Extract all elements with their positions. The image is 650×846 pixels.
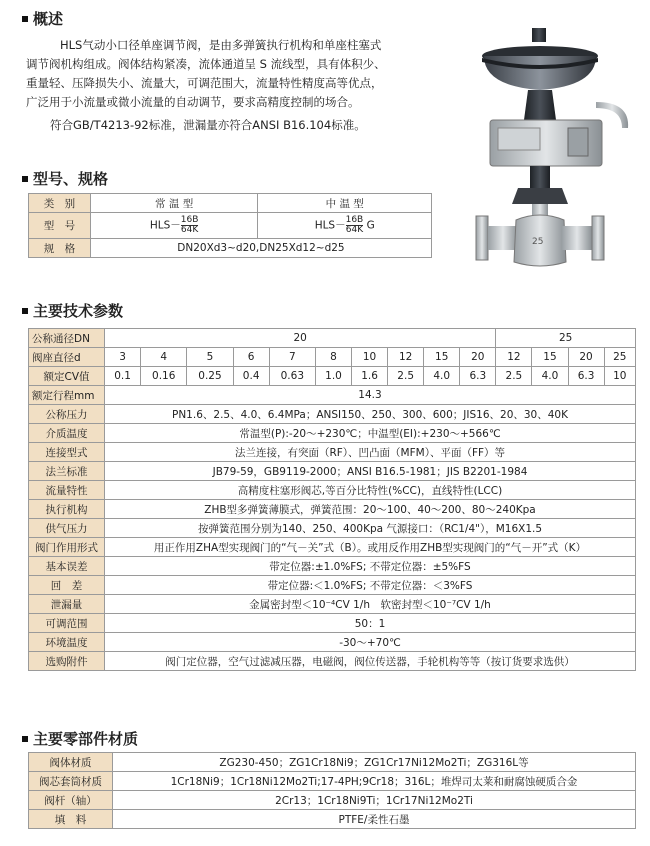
table-row bbox=[29, 443, 636, 462]
seat-diameter-cell: 6 bbox=[233, 348, 269, 367]
label-cell: 流量特性 bbox=[29, 481, 105, 500]
value-cell: 中 温 型 bbox=[258, 194, 432, 213]
cv-value-cell: 4.0 bbox=[532, 367, 568, 386]
label-cell: 阀芯套筒材质 bbox=[29, 772, 113, 791]
seat-diameter-cell: 8 bbox=[315, 348, 351, 367]
fraction-bottom: 64K bbox=[345, 225, 364, 235]
fraction-bottom: 64K bbox=[180, 225, 199, 235]
table-row bbox=[29, 519, 636, 538]
seat-diameter-cell: 15 bbox=[532, 348, 568, 367]
label-cell: 阀体材质 bbox=[29, 753, 113, 772]
label-cell: 可调范围 bbox=[29, 614, 105, 633]
seat-diameter-cell: 4 bbox=[141, 348, 187, 367]
label-cell: 类 别 bbox=[29, 194, 91, 213]
cv-value-cell: 0.4 bbox=[233, 367, 269, 386]
table-row bbox=[29, 791, 636, 810]
table-row bbox=[29, 595, 636, 614]
fraction-top: 16B bbox=[180, 215, 199, 225]
value-cell: DN20Xd3~d20,DN25Xd12~d25 bbox=[90, 239, 431, 258]
model-prefix: HLS－ bbox=[314, 219, 346, 232]
cv-value-cell: 1.0 bbox=[315, 367, 351, 386]
label-cell: 介质温度 bbox=[29, 424, 105, 443]
table-row bbox=[29, 633, 636, 652]
value-cell: 2Cr13；1Cr18Ni9Ti；1Cr17Ni12Mo2Ti bbox=[113, 791, 636, 810]
model-fraction bbox=[181, 216, 199, 235]
label-cell: 公称压力 bbox=[29, 405, 105, 424]
seat-diameter-cell: 20 bbox=[568, 348, 604, 367]
label-cell: 填 料 bbox=[29, 810, 113, 829]
label-cell: 执行机构 bbox=[29, 500, 105, 519]
table-row bbox=[29, 576, 636, 595]
model-title: 型号、规格 bbox=[22, 168, 108, 189]
overview-title: 概述 bbox=[22, 8, 63, 29]
table-row bbox=[29, 462, 636, 481]
table-row bbox=[29, 329, 636, 348]
table-row bbox=[29, 424, 636, 443]
dn-value: 25 bbox=[496, 329, 636, 348]
cv-value-cell: 0.25 bbox=[187, 367, 233, 386]
label-cell: 型 号 bbox=[29, 213, 91, 239]
value-cell: 阀门定位器，空气过滤减压器，电磁阀，阀位传送器，手轮机构等等（按订货要求选供） bbox=[105, 652, 636, 671]
svg-text:25: 25 bbox=[532, 237, 544, 247]
label-cell: 连接型式 bbox=[29, 443, 105, 462]
square-bullet-icon bbox=[22, 308, 28, 314]
value-cell: 常 温 型 bbox=[90, 194, 258, 213]
table-row bbox=[29, 239, 432, 258]
label-cell: 泄漏量 bbox=[29, 595, 105, 614]
overview-line: 广泛用于小流量或微小流量的自动调节，要求高精度控制的场合。 bbox=[26, 95, 360, 109]
table-row bbox=[29, 538, 636, 557]
cv-value-cell: 4.0 bbox=[424, 367, 460, 386]
square-bullet-icon bbox=[22, 736, 28, 742]
square-bullet-icon bbox=[22, 176, 28, 182]
value-cell: ZG230-450；ZG1Cr18Ni9；ZG1Cr17Ni12Mo2Ti；ZG316L等 bbox=[113, 753, 636, 772]
parts-table bbox=[28, 752, 636, 829]
value-cell: PN1.6、2.5、4.0、6.4MPa；ANSI150、250、300、600；JIS16、20、30、40K bbox=[105, 405, 636, 424]
label-cell: 选购附件 bbox=[29, 652, 105, 671]
table-row bbox=[29, 772, 636, 791]
model-table bbox=[28, 193, 432, 258]
seat-diameter-cell: 5 bbox=[187, 348, 233, 367]
overview-line: 调节阀机构组成。阀体结构紧凑，流体通道呈 S 流线型，具有体积少、 bbox=[26, 57, 386, 71]
table-row bbox=[29, 652, 636, 671]
value-cell: 用正作用ZHA型实现阀门的“气－关”式（B）。或用反作用ZHB型实现阀门的“气－开”式（K） bbox=[105, 538, 636, 557]
overview-line: 符合GB/T4213-92标准，泄漏量亦符合ANSI B16.104标准。 bbox=[50, 118, 366, 132]
label-cell: 法兰标准 bbox=[29, 462, 105, 481]
cv-value-cell: 10 bbox=[604, 367, 635, 386]
seat-diameter-cell: 15 bbox=[424, 348, 460, 367]
cv-value-cell: 1.6 bbox=[352, 367, 388, 386]
table-row bbox=[29, 500, 636, 519]
label-cell: 额定行程mm bbox=[29, 386, 105, 405]
label-cell: 供气压力 bbox=[29, 519, 105, 538]
value-cell: JB79-59，GB9119-2000；ANSI B16.5-1981；JIS B2201-1984 bbox=[105, 462, 636, 481]
value-cell: 金属密封型＜10⁻⁴CV 1/h 软密封型＜10⁻⁷CV 1/h bbox=[105, 595, 636, 614]
seat-diameter-cell: 10 bbox=[352, 348, 388, 367]
model-prefix: HLS－ bbox=[149, 219, 181, 232]
seat-diameter-cell: 3 bbox=[105, 348, 141, 367]
dn-value: 20 bbox=[105, 329, 496, 348]
value-cell: PTFE/柔性石墨 bbox=[113, 810, 636, 829]
parts-title: 主要零部件材质 bbox=[22, 728, 138, 749]
value-cell: 按弹簧范围分别为140、250、400Kpa 气源接口：（RC1/4"），M16X1.5 bbox=[105, 519, 636, 538]
label-cell: 环境温度 bbox=[29, 633, 105, 652]
value-cell: 带定位器:＜1.0%FS; 不带定位器：＜3%FS bbox=[105, 576, 636, 595]
cv-value-cell: 0.16 bbox=[141, 367, 187, 386]
value-cell: ZHB型多弹簧薄膜式，弹簧范围：20～100、40～200、80～240Kpa bbox=[105, 500, 636, 519]
label-cell: 阀杆（轴） bbox=[29, 791, 113, 810]
cv-value-cell: 2.5 bbox=[496, 367, 532, 386]
cv-value-cell: 6.3 bbox=[460, 367, 496, 386]
value-cell: 1Cr18Ni9；1Cr18Ni12Mo2Ti;17-4PH;9Cr18；316L；堆焊司太莱和耐腐蚀硬质合金 bbox=[113, 772, 636, 791]
tech-table bbox=[28, 328, 636, 671]
label-cell: 回 差 bbox=[29, 576, 105, 595]
table-row bbox=[29, 810, 636, 829]
fraction-top: 16B bbox=[345, 215, 364, 225]
table-row bbox=[29, 481, 636, 500]
value-cell: 带定位器:±1.0%FS; 不带定位器：±5%FS bbox=[105, 557, 636, 576]
overview-line: HLS气动小口径单座调节阀，是由多弹簧执行机构和单座柱塞式 bbox=[60, 38, 382, 52]
table-row bbox=[29, 753, 636, 772]
seat-diameter-cell: 12 bbox=[496, 348, 532, 367]
seat-diameter-cell: 25 bbox=[604, 348, 635, 367]
table-row bbox=[29, 348, 636, 367]
tech-title: 主要技术参数 bbox=[22, 300, 123, 321]
table-row bbox=[29, 614, 636, 633]
model-code-medium bbox=[258, 213, 432, 239]
value-cell: 法兰连接，有突面（RF）、凹凸面（MFM）、平面（FF）等 bbox=[105, 443, 636, 462]
label-cell: 基本误差 bbox=[29, 557, 105, 576]
value-cell: 高精度柱塞形阀芯,等百分比特性(%CC)，直线特性(LCC) bbox=[105, 481, 636, 500]
cv-value-cell: 0.63 bbox=[269, 367, 315, 386]
model-code-normal bbox=[90, 213, 258, 239]
table-row bbox=[29, 386, 636, 405]
model-suffix: G bbox=[366, 219, 375, 232]
seat-diameter-cell: 20 bbox=[460, 348, 496, 367]
overview-line: 重量轻、压降损失小、流量大，可调范围大，流量特性精度高等优点， bbox=[26, 76, 383, 90]
value-cell: 50：1 bbox=[105, 614, 636, 633]
label-cell: 额定CV值 bbox=[29, 367, 105, 386]
table-row bbox=[29, 405, 636, 424]
cv-value-cell: 0.1 bbox=[105, 367, 141, 386]
valve-photo bbox=[470, 28, 640, 270]
value-cell: 常温型(P):-20～+230℃；中温型(EⅠ):+230～+566℃ bbox=[105, 424, 636, 443]
model-fraction bbox=[346, 216, 364, 235]
label-cell: 阀座直径d bbox=[29, 348, 105, 367]
square-bullet-icon bbox=[22, 16, 28, 22]
label-cell: 公称通径DN bbox=[29, 329, 105, 348]
label-cell: 阀门作用形式 bbox=[29, 538, 105, 557]
cv-value-cell: 2.5 bbox=[388, 367, 424, 386]
value-cell: -30～+70℃ bbox=[105, 633, 636, 652]
seat-diameter-cell: 7 bbox=[269, 348, 315, 367]
table-row bbox=[29, 557, 636, 576]
table-row bbox=[29, 367, 636, 386]
cv-value-cell: 6.3 bbox=[568, 367, 604, 386]
table-row bbox=[29, 213, 432, 239]
seat-diameter-cell: 12 bbox=[388, 348, 424, 367]
value-cell: 14.3 bbox=[105, 386, 636, 405]
table-row bbox=[29, 194, 432, 213]
label-cell: 规 格 bbox=[29, 239, 91, 258]
